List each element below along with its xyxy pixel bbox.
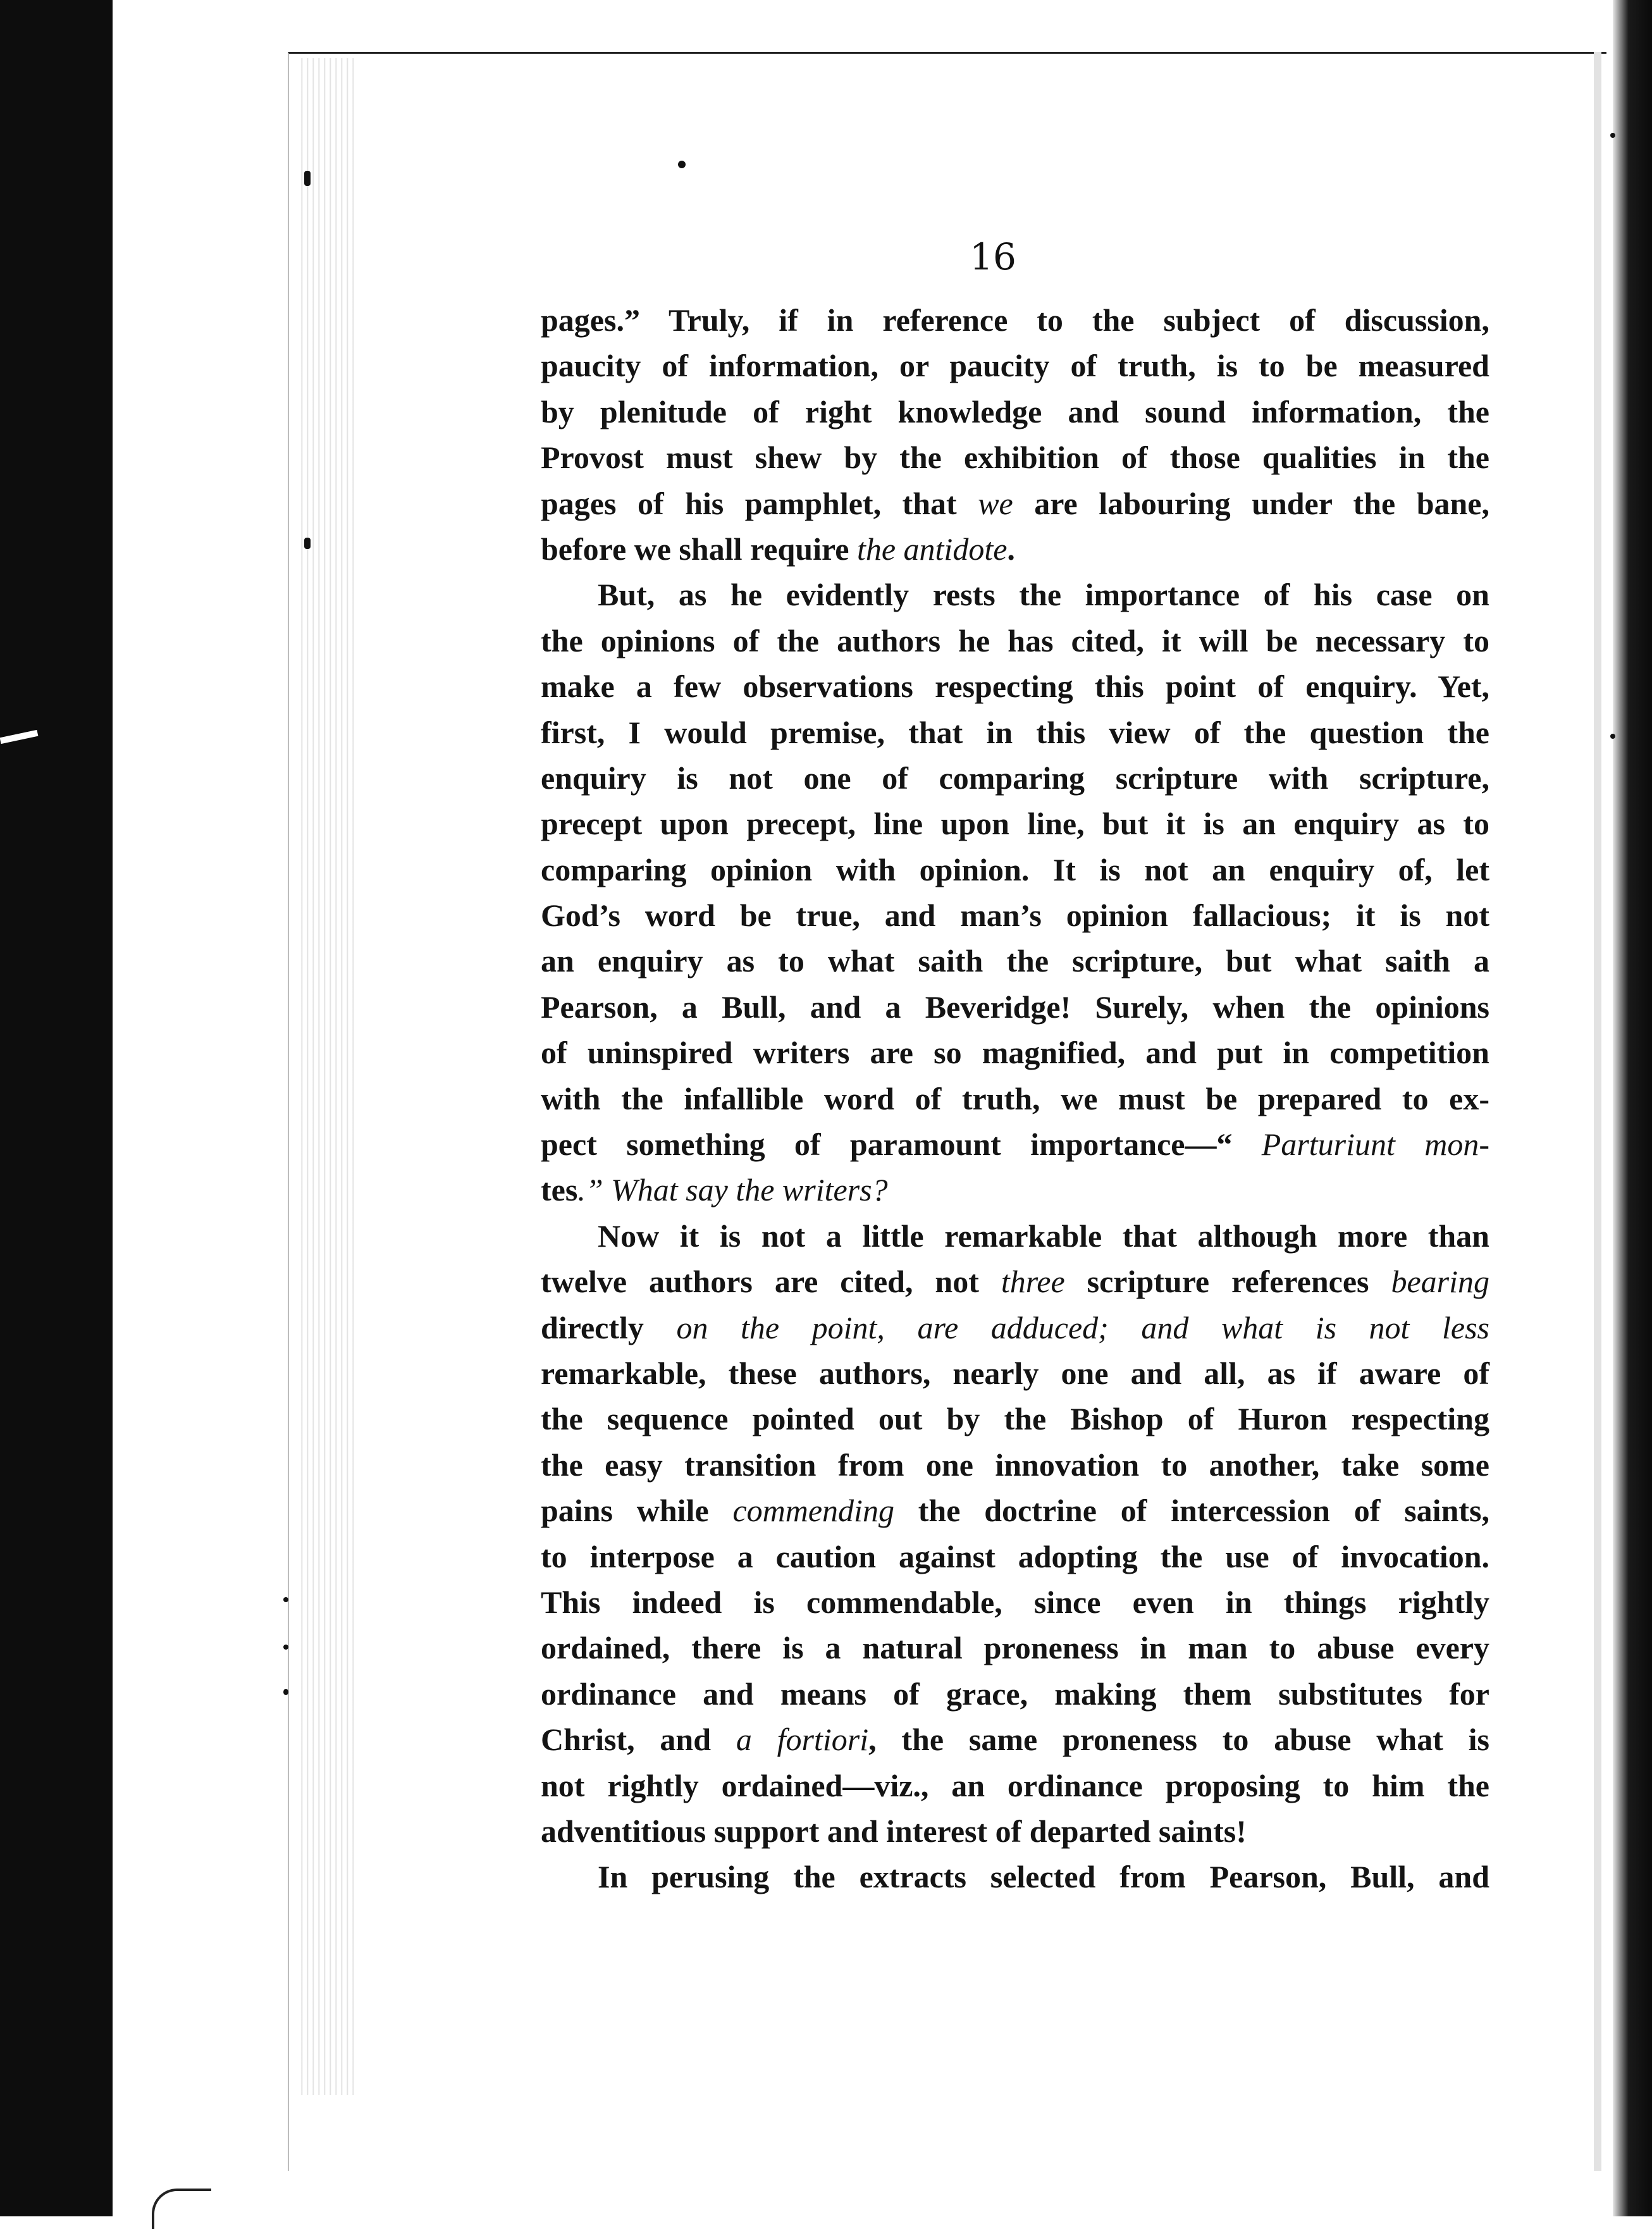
speck — [304, 171, 311, 186]
text-line: pages.” Truly, if in reference to the subject of discussion, — [541, 302, 1489, 338]
text-line: to interpose a caution against adopting the use of invocation. — [541, 1538, 1489, 1574]
text-line: by plenitude of right knowledge and sound information, the — [541, 393, 1489, 429]
text-line: with the infallible word of truth, we must be prepared to ex- — [541, 1080, 1489, 1116]
text-line: not rightly ordained—viz., an ordinance proposing to him the — [541, 1767, 1489, 1803]
page-edge-shadow — [1594, 52, 1601, 2171]
italic-text: bearing — [1391, 1264, 1489, 1300]
text-run: pains while — [541, 1493, 733, 1529]
italic-text: three — [1001, 1264, 1065, 1300]
body-text — [541, 297, 1489, 1900]
text-line: adventitious support and interest of departed saints! — [541, 1813, 1247, 1849]
text-line: comparing opinion with opinion. It is not an enquiry of, let — [541, 851, 1489, 887]
italic-text: a fortiori — [736, 1722, 869, 1758]
italic-text: on the point, are adduced; and what is not less — [643, 1309, 1489, 1345]
text-line: Provost must shew by the exhibition of those qualities in the — [541, 440, 1489, 476]
scan-right-border — [1613, 0, 1652, 2216]
text-run: before we shall require — [541, 531, 857, 567]
text-line — [541, 1488, 1489, 1533]
italic-text: we — [978, 485, 1013, 521]
speck — [283, 1689, 288, 1695]
page-edges — [297, 58, 354, 2095]
text-line: precept upon precept, line upon line, but it is an enquiry as to — [541, 806, 1489, 842]
text-line — [541, 1121, 1489, 1167]
text-run: tes — [541, 1172, 578, 1208]
text-line: make a few observations respecting this point of enquiry. Yet, — [541, 669, 1489, 705]
speck — [1610, 133, 1615, 138]
text-line: an enquiry as to what saith the scripture, but what saith a — [541, 943, 1489, 979]
text-run: Christ, and — [541, 1722, 736, 1758]
scan-bottom-margin — [113, 2171, 1613, 2216]
text-line: enquiry is not one of comparing scripture with scripture, — [541, 760, 1489, 796]
speck — [678, 161, 686, 168]
text-line: In perusing the extracts selected from Pearson, Bull, and — [598, 1859, 1489, 1895]
speck — [1610, 734, 1615, 739]
text-run: directly — [541, 1309, 644, 1345]
text-line: But, as he evidently rests the importance of his case on — [598, 577, 1489, 613]
text-line: ordained, there is a natural proneness in man to abuse every — [541, 1630, 1489, 1666]
text-line — [541, 1259, 1489, 1304]
speck — [283, 1597, 288, 1602]
text-line: first, I would premise, that in this view of the question the — [541, 714, 1489, 750]
text-run: scripture references — [1064, 1264, 1391, 1300]
text-line — [541, 481, 1489, 526]
text-run: , the same proneness to abuse what is — [868, 1722, 1489, 1758]
speck — [283, 1645, 288, 1650]
text-line: God’s word be true, and man’s opinion fallacious; it is not — [541, 898, 1489, 934]
scan-left-border — [0, 0, 113, 2216]
text-run: are labouring under the bane, — [1013, 485, 1489, 521]
text-line: of uninspired writers are so magnified, and put in competition — [541, 1035, 1489, 1071]
text-line: This indeed is commendable, since even in things rightly — [541, 1584, 1489, 1620]
text-line: ordinance and means of grace, making them substitutes for — [541, 1676, 1489, 1712]
italic-text: .” What say the writers? — [577, 1172, 888, 1208]
text-line — [541, 1167, 1489, 1213]
italic-text: Parturiunt mon- — [1261, 1127, 1489, 1163]
text-line — [541, 1305, 1489, 1350]
text-run: pages of his pamphlet, that — [541, 485, 978, 521]
scan-top-margin — [113, 0, 1613, 49]
text-line: Pearson, a Bull, and a Beveridge! Surely, when the opinions — [541, 989, 1489, 1025]
text-line — [541, 1717, 1489, 1762]
text-run: . — [1007, 531, 1015, 567]
page-number: 16 — [970, 235, 1016, 278]
text-line: paucity of information, or paucity of truth, is to be measured — [541, 348, 1489, 384]
speck — [304, 538, 311, 549]
text-line: Now it is not a little remarkable that although more than — [598, 1218, 1489, 1254]
text-run: the doctrine of intercession of saints, — [894, 1493, 1489, 1529]
italic-text: the antidote — [856, 531, 1008, 567]
scan-bottom-mark — [152, 2189, 211, 2229]
text-line: the easy transition from one innovation to another, take some — [541, 1447, 1489, 1483]
italic-text: commending — [732, 1493, 894, 1529]
text-run: pect something of paramount importance—“ — [541, 1127, 1262, 1163]
text-line: the sequence pointed out by the Bishop of Huron respecting — [541, 1401, 1489, 1437]
text-line — [541, 526, 1489, 572]
text-run: twelve authors are cited, not — [541, 1264, 1001, 1300]
text-line: the opinions of the authors he has cited, it will be necessary to — [541, 622, 1489, 658]
text-line: remarkable, these authors, nearly one and all, as if aware of — [541, 1355, 1489, 1391]
